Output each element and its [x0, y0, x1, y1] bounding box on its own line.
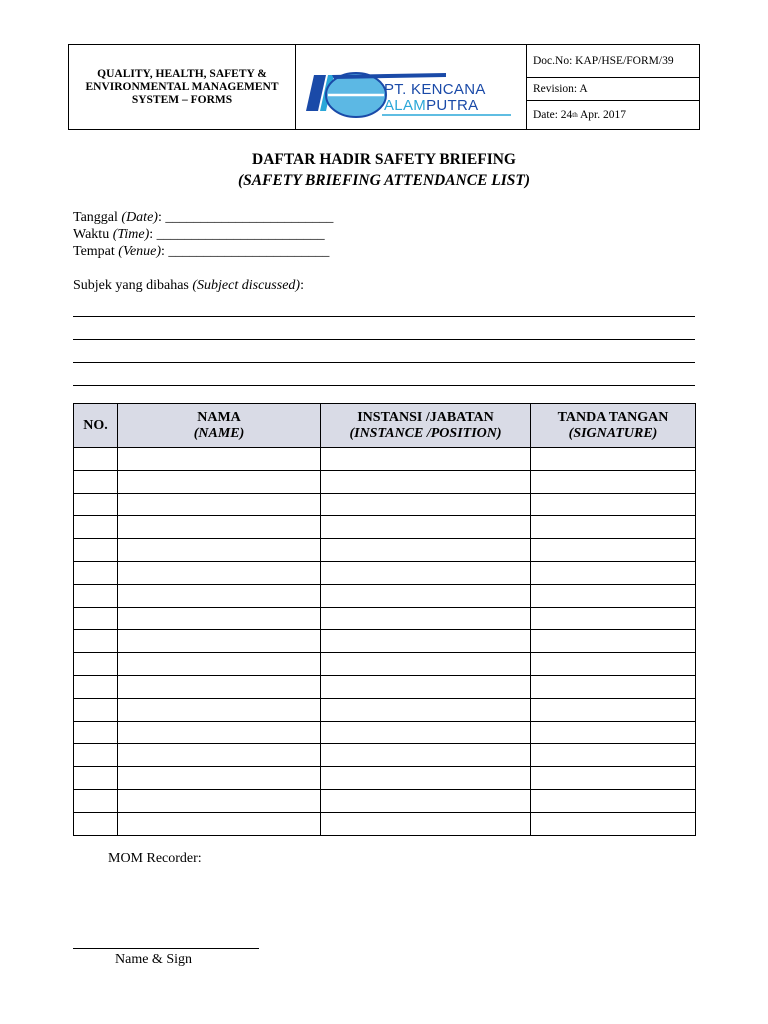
company-name-line2	[384, 97, 478, 114]
time-field[interactable]	[73, 227, 325, 243]
revision: Revision: A	[527, 78, 699, 101]
cell-signature[interactable]	[531, 721, 696, 744]
company-name-putra: PUTRA	[426, 97, 479, 114]
cell-name[interactable]	[118, 721, 321, 744]
cell-name[interactable]	[118, 675, 321, 698]
cell-no[interactable]	[74, 653, 118, 676]
cell-name[interactable]	[118, 630, 321, 653]
subject-line-2[interactable]	[73, 339, 695, 340]
cell-position[interactable]	[321, 470, 531, 493]
col-header-signature	[531, 404, 696, 448]
cell-name[interactable]	[118, 539, 321, 562]
cell-position[interactable]	[321, 744, 531, 767]
cell-no[interactable]	[74, 607, 118, 630]
date-label: Tanggal	[73, 210, 122, 225]
cell-position[interactable]	[321, 448, 531, 471]
mom-recorder-label: MOM Recorder:	[108, 851, 202, 866]
table-row	[74, 607, 696, 630]
table-row	[74, 721, 696, 744]
cell-signature[interactable]	[531, 584, 696, 607]
subject-colon: :	[300, 278, 304, 293]
cell-no[interactable]	[74, 812, 118, 835]
table-row	[74, 516, 696, 539]
cell-name[interactable]	[118, 470, 321, 493]
cell-no[interactable]	[74, 448, 118, 471]
cell-position[interactable]	[321, 584, 531, 607]
cell-signature[interactable]	[531, 789, 696, 812]
cell-position[interactable]	[321, 539, 531, 562]
date-blank: : ________________________	[157, 210, 334, 225]
table-row	[74, 539, 696, 562]
venue-field[interactable]	[73, 244, 329, 260]
cell-position[interactable]	[321, 516, 531, 539]
cell-signature[interactable]	[531, 630, 696, 653]
cell-signature[interactable]	[531, 493, 696, 516]
cell-signature[interactable]	[531, 561, 696, 584]
cell-no[interactable]	[74, 675, 118, 698]
table-row	[74, 744, 696, 767]
table-row	[74, 630, 696, 653]
cell-name[interactable]	[118, 698, 321, 721]
cell-signature[interactable]	[531, 698, 696, 721]
cell-no[interactable]	[74, 539, 118, 562]
form-header	[68, 44, 700, 130]
cell-signature[interactable]	[531, 675, 696, 698]
table-row	[74, 561, 696, 584]
cell-no[interactable]	[74, 767, 118, 790]
col-header-name	[118, 404, 321, 448]
doc-date: Date: 24 th Apr. 2017	[533, 109, 626, 121]
subject-line-4[interactable]	[73, 385, 695, 386]
table-row	[74, 470, 696, 493]
system-title	[69, 45, 296, 129]
cell-name[interactable]	[118, 789, 321, 812]
cell-position[interactable]	[321, 721, 531, 744]
cell-name[interactable]	[118, 812, 321, 835]
cell-position[interactable]	[321, 789, 531, 812]
cell-no[interactable]	[74, 789, 118, 812]
col-header-name-label: NAMA	[197, 409, 241, 425]
cell-position[interactable]	[321, 493, 531, 516]
time-blank: : ________________________	[149, 227, 325, 242]
cell-signature[interactable]	[531, 470, 696, 493]
col-header-no	[74, 404, 118, 448]
table-row	[74, 675, 696, 698]
venue-label: Tempat	[73, 244, 119, 259]
cell-name[interactable]	[118, 584, 321, 607]
company-name-line1: PT. KENCANA	[384, 81, 486, 98]
cell-name[interactable]	[118, 767, 321, 790]
system-title-text: QUALITY, HEALTH, SAFETY & ENVIRONMENTAL MANAGEMENT SYSTEM – FORMS	[85, 67, 279, 106]
cell-no[interactable]	[74, 561, 118, 584]
table-row	[74, 493, 696, 516]
subject-label-en: (Subject discussed)	[192, 278, 301, 293]
col-header-name-en: (NAME)	[193, 425, 245, 441]
cell-no[interactable]	[74, 470, 118, 493]
doc-info	[527, 45, 699, 129]
cell-no[interactable]	[74, 516, 118, 539]
table-row	[74, 653, 696, 676]
cell-position[interactable]	[321, 698, 531, 721]
cell-position[interactable]	[321, 767, 531, 790]
doc-date-suffix: Apr. 2017	[577, 109, 626, 121]
attendance-rows	[74, 448, 696, 836]
subject-label	[73, 278, 304, 294]
page-title: DAFTAR HADIR SAFETY BRIEFING	[252, 151, 516, 168]
table-row	[74, 698, 696, 721]
table-header-row	[74, 404, 696, 448]
time-label-en: (Time)	[112, 227, 150, 242]
cell-signature[interactable]	[531, 767, 696, 790]
cell-signature[interactable]	[531, 516, 696, 539]
company-name-alam: ALAM	[384, 97, 427, 114]
date-label-en: (Date)	[121, 210, 158, 225]
venue-blank: : _______________________	[161, 244, 330, 259]
cell-signature[interactable]	[531, 653, 696, 676]
col-header-position-label: INSTANSI /JABATAN	[357, 409, 494, 425]
cell-position[interactable]	[321, 812, 531, 835]
col-header-no-label: NO.	[83, 417, 108, 433]
col-header-signature-label: TANDA TANGAN	[557, 409, 669, 425]
cell-no[interactable]	[74, 630, 118, 653]
col-header-position	[321, 404, 531, 448]
cell-signature[interactable]	[531, 744, 696, 767]
subject-label-id: Subjek yang dibahas	[73, 278, 193, 293]
cell-name[interactable]	[118, 744, 321, 767]
table-row	[74, 767, 696, 790]
cell-position[interactable]	[321, 653, 531, 676]
subject-line-3[interactable]	[73, 362, 695, 363]
cell-signature[interactable]	[531, 812, 696, 835]
cell-name[interactable]	[118, 516, 321, 539]
time-label: Waktu	[73, 227, 113, 242]
cell-no[interactable]	[74, 493, 118, 516]
signature-line[interactable]	[73, 948, 259, 949]
table-row	[74, 448, 696, 471]
company-logo	[296, 45, 527, 129]
table-row	[74, 584, 696, 607]
cell-no[interactable]	[74, 744, 118, 767]
cell-no[interactable]	[74, 721, 118, 744]
cell-name[interactable]	[118, 493, 321, 516]
table-row	[74, 812, 696, 835]
cell-position[interactable]	[321, 630, 531, 653]
attendance-table	[73, 403, 696, 836]
cell-no[interactable]	[74, 698, 118, 721]
col-header-position-en: (INSTANCE /POSITION)	[349, 425, 502, 441]
cell-signature[interactable]	[531, 539, 696, 562]
cell-name[interactable]	[118, 448, 321, 471]
cell-position[interactable]	[321, 607, 531, 630]
cell-name[interactable]	[118, 653, 321, 676]
page-subtitle: (SAFETY BRIEFING ATTENDANCE LIST)	[237, 172, 531, 189]
venue-label-en: (Venue)	[118, 244, 162, 259]
cell-position[interactable]	[321, 561, 531, 584]
doc-date-prefix: Date: 24	[533, 109, 573, 121]
date-field[interactable]	[73, 210, 333, 226]
table-row	[74, 789, 696, 812]
name-sign-label: Name & Sign	[115, 952, 192, 967]
cell-no[interactable]	[74, 584, 118, 607]
doc-number: Doc.No: KAP/HSE/FORM/39	[527, 45, 699, 78]
cell-name[interactable]	[118, 607, 321, 630]
subject-line-1[interactable]	[73, 316, 695, 317]
cell-position[interactable]	[321, 675, 531, 698]
cell-signature[interactable]	[531, 607, 696, 630]
cell-signature[interactable]	[531, 448, 696, 471]
col-header-signature-en: (SIGNATURE)	[568, 425, 658, 441]
cell-name[interactable]	[118, 561, 321, 584]
